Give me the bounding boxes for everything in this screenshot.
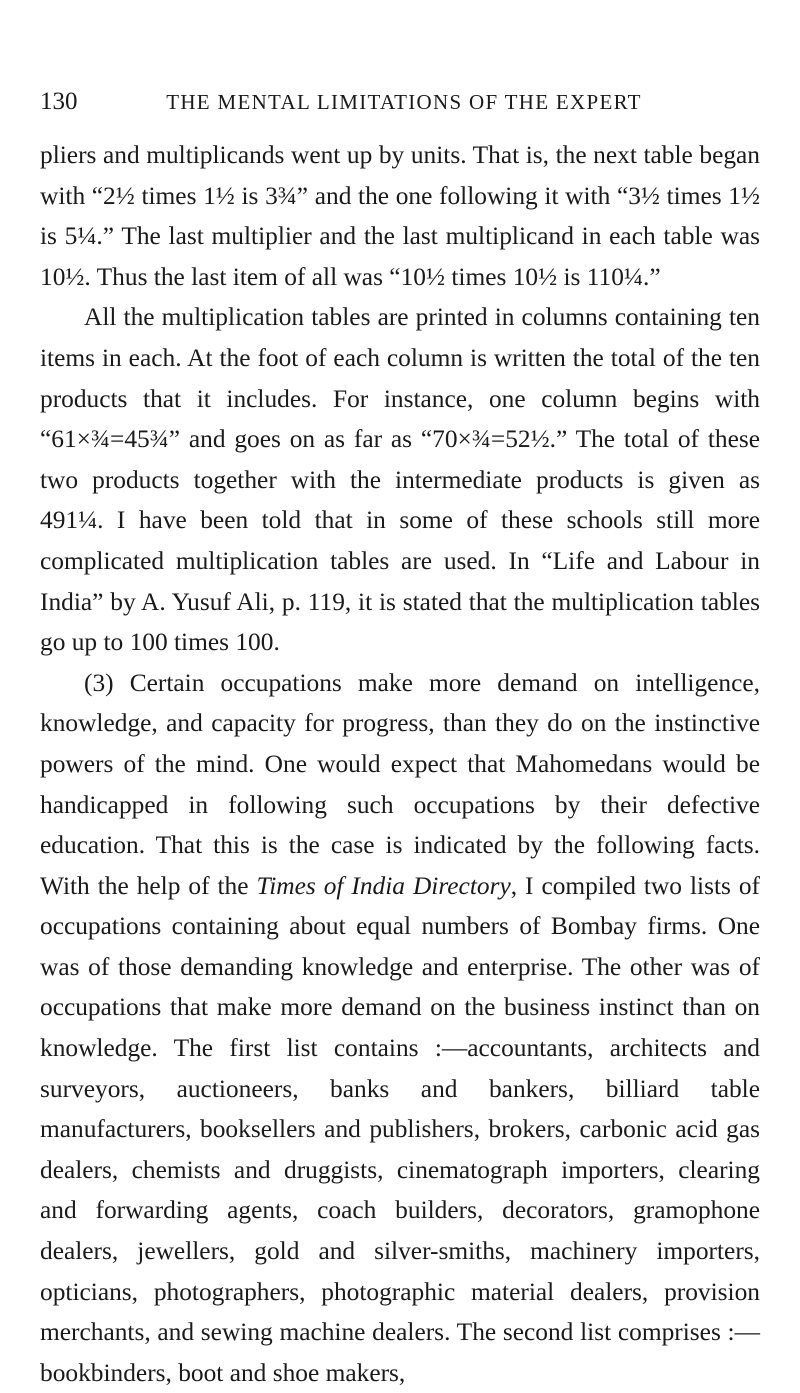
page-header [40, 88, 760, 124]
paragraph-occupations-text-end: , I compiled two lists of occupations containing about equal numbers of Bombay firms. One was of those demanding knowledge and enterprise. The other was of occupations that make more demand on the business instinct than on knowledge. The first list contains :—accountants, architects and surveyors, auctioneers, banks and bankers, billiard table manufacturers, booksellers and publishers, brokers, carbonic acid gas dealers, chemists and druggists, cinematograph importers, clearing and forwarding agents, coach builders, decorators, gramophone dealers, jewellers, gold and silver-smiths, machinery importers, opticians, photographers, photographic material dealers, provision merchants, and sewing machine dealers. The second list comprises :—bookbinders, boot and shoe makers, [40, 871, 760, 1387]
page-number: 130 [40, 88, 78, 115]
running-head: THE MENTAL LIMITATIONS OF THE EXPERT [166, 90, 642, 114]
directory-title: Times of India Directory [256, 871, 511, 900]
paragraph-occupations [40, 663, 760, 1393]
paragraph-continuation: pliers and multiplicands went up by units. That is, the next table began with “2½ times 1½ is 3¾” and the one following it with “3½ times 1½ is 5¼.” The last multiplier and the last multiplicand in each table was 10½. Thus the last item of all was “10½ times 10½ is 110¼.” [40, 141, 760, 291]
body-text [40, 135, 760, 1393]
paragraph-multiplication-tables: All the multiplication tables are printed in columns containing ten items in each. At the foot of each column is written the total of the ten products that it includes. For instance, one column begins with “61×¾=45¾” and goes on as far as “70×¾=52½.” The total of these two products together with the intermediate products is given as 491¼. I have been told that in some of these schools still more complicated multiplication tables are used. In “Life and Labour in India” by A. Yusuf Ali, p. 119, it is stated that the multiplication tables go up to 100 times 100. [40, 303, 760, 657]
paragraph-occupations-text-start: (3) Certain occupations make more demand on intelligence, knowledge, and capacity for progress, than they do on the instinctive powers of the mind. One would expect that Mahomedans would be handicapped in following such occupations by their defective education. That this is the case is indicated by the following facts. With the help of the [40, 668, 760, 900]
